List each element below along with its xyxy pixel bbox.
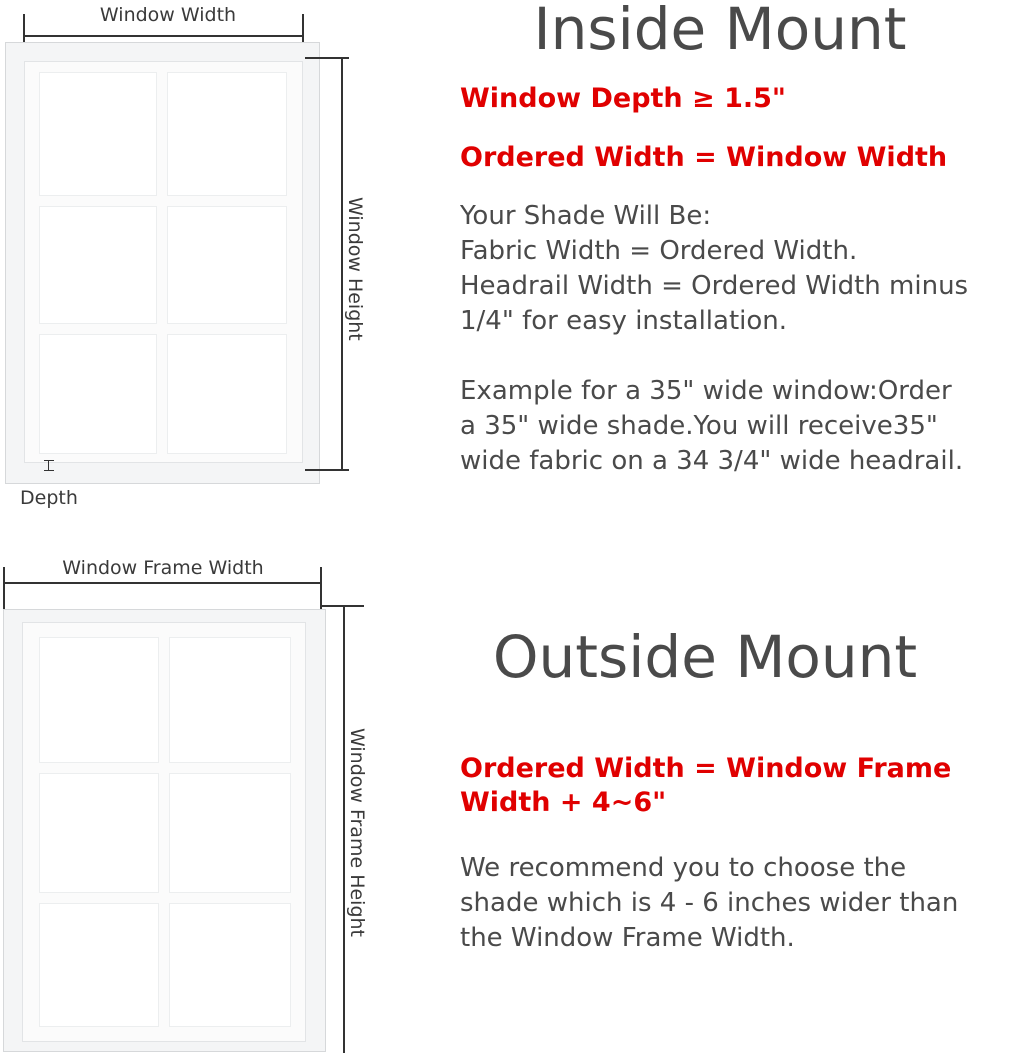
- window-illustration: [3, 609, 326, 1052]
- text-line: wide fabric on a 34 3/4" wide headrail.: [460, 446, 964, 476]
- window-pane: [39, 903, 159, 1027]
- inside-mount-title: Inside Mount: [533, 0, 907, 63]
- height-dimension-tick-top: [322, 605, 364, 607]
- window-pane: [167, 334, 287, 454]
- width-dimension-line: [4, 582, 322, 584]
- outside-red-text: [460, 752, 951, 820]
- window-pane: [39, 206, 157, 324]
- window-sash: [24, 61, 303, 463]
- text-line: We recommend you to choose the: [460, 853, 907, 883]
- outside-mount-title: Outside Mount: [492, 623, 918, 691]
- window-pane: [39, 72, 157, 196]
- outside-mount-diagram: [0, 540, 390, 1053]
- text-line: Fabric Width = Ordered Width.: [460, 236, 858, 266]
- window-width-label: Window Width: [99, 4, 237, 26]
- window-pane: [167, 72, 287, 196]
- window-pane: [167, 206, 287, 324]
- height-dimension-line: [341, 58, 343, 470]
- inside-example-text: [460, 374, 1024, 479]
- width-dimension-line: [24, 35, 304, 37]
- window-pane: [39, 334, 157, 454]
- window-pane: [169, 637, 291, 763]
- text-line: Ordered Width = Window Frame: [460, 753, 952, 784]
- window-pane: [39, 637, 159, 763]
- depth-marker-top: [44, 460, 54, 461]
- depth-marker-bottom: [44, 470, 54, 471]
- height-dimension-tick-bottom: [305, 469, 349, 471]
- text-line: Your Shade Will Be:: [460, 201, 712, 231]
- height-dimension-tick-top: [305, 57, 349, 59]
- window-illustration: [5, 42, 320, 484]
- window-pane: [169, 773, 291, 893]
- outside-recommendation-text: [460, 851, 1024, 956]
- depth-label: Depth: [20, 487, 78, 509]
- window-pane: [169, 903, 291, 1027]
- window-height-label: Window Height: [344, 197, 366, 341]
- text-line: shade which is 4 - 6 inches wider than: [460, 888, 959, 918]
- text-line: the Window Frame Width.: [460, 923, 795, 953]
- text-line: Width + 4~6": [460, 787, 667, 818]
- window-frame-width-label: Window Frame Width: [62, 557, 264, 579]
- inside-mount-diagram: [0, 0, 380, 520]
- inside-red-line: Ordered Width = Window Width: [460, 142, 948, 173]
- window-sash: [22, 622, 306, 1042]
- height-dimension-line: [343, 606, 345, 1053]
- text-line: a 35" wide shade.You will receive35": [460, 411, 938, 441]
- window-pane: [39, 773, 159, 893]
- inside-red-line: Window Depth ≥ 1.5": [460, 83, 786, 114]
- text-line: 1/4" for easy installation.: [460, 306, 788, 336]
- window-frame-height-label: Window Frame Height: [346, 728, 368, 937]
- text-line: Headrail Width = Ordered Width minus: [460, 271, 969, 301]
- text-line: Example for a 35" wide window:Order: [460, 376, 952, 406]
- inside-spec-text: [460, 199, 1024, 339]
